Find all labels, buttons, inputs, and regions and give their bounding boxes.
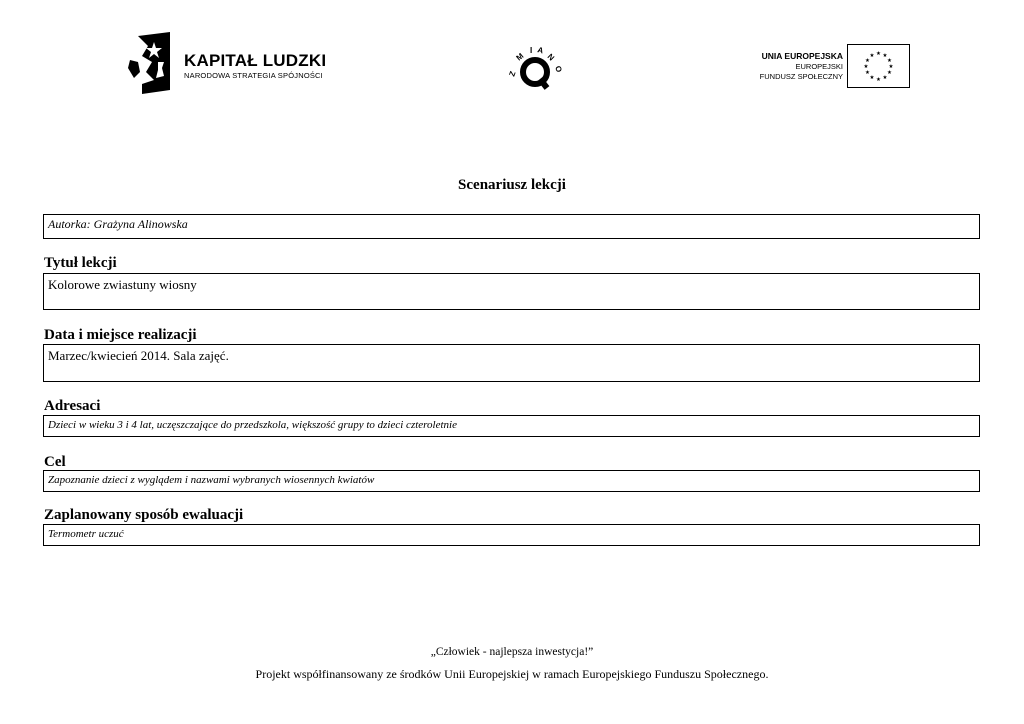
svg-text:O: O	[553, 64, 564, 74]
eu-logo-text	[760, 51, 843, 83]
eu-logo-line2: EUROPEJSKI	[795, 61, 843, 71]
date-place-value: Marzec/kwiecień 2014. Sala zajęć.	[48, 348, 229, 363]
footer-slogan: „Człowiek - najlepsza inwestycja!”	[430, 646, 594, 658]
svg-text:★: ★	[876, 77, 881, 83]
addressees-value: Dzieci w wieku 3 i 4 lat, uczęszczające do przedszkola, większość grupy to dzieci czteroletnie	[48, 419, 457, 431]
svg-text:★: ★	[869, 75, 875, 81]
zmiano-emblem-icon	[505, 43, 567, 93]
svg-text:N: N	[545, 52, 557, 63]
eu-logo-line3: FUNDUSZ SPOŁECZNY	[759, 72, 843, 81]
lesson-title-heading: Tytuł lekcji	[44, 255, 117, 271]
kapital-ludzki-subtitle: NARODOWA STRATEGIA SPÓJNOŚCI	[184, 71, 323, 80]
svg-text:★: ★	[882, 53, 888, 59]
kapital-ludzki-emblem-icon	[128, 32, 172, 94]
kapital-ludzki-title: KAPITAŁ LUDZKI	[184, 51, 327, 70]
svg-text:★: ★	[887, 58, 892, 64]
kapital-ludzki-logo	[128, 32, 328, 94]
date-place-box	[43, 344, 980, 382]
svg-text:★: ★	[888, 64, 894, 70]
goal-value: Zapoznanie dzieci z wyglądem i nazwami wybranych wiosennych kwiatów	[48, 474, 375, 486]
addressees-heading: Adresaci	[44, 398, 101, 414]
eu-logo-line1: UNIA EUROPEJSKA	[761, 51, 843, 61]
evaluation-box	[43, 524, 980, 546]
author-text: Autorka: Grażyna Alinowska	[48, 217, 188, 231]
document-title: Scenariusz lekcji	[458, 177, 566, 193]
svg-text:I: I	[530, 46, 533, 55]
zmiano-logo	[505, 43, 567, 93]
author-box	[43, 214, 980, 239]
date-place-heading: Data i miejsce realizacji	[44, 327, 197, 343]
addressees-box	[43, 415, 980, 437]
svg-text:★: ★	[865, 58, 870, 64]
lesson-title-box	[43, 273, 980, 310]
svg-text:★: ★	[887, 70, 892, 76]
eu-flag-icon	[847, 44, 910, 88]
svg-text:★: ★	[882, 75, 888, 81]
svg-text:M: M	[514, 51, 526, 63]
goal-box	[43, 470, 980, 492]
goal-heading: Cel	[44, 454, 66, 470]
lesson-title-value: Kolorowe zwiastuny wiosny	[48, 277, 197, 292]
footer-project-note: Projekt współfinansowany ze środków Unii Europejskiej w ramach Europejskiego Funduszu Społecznego.	[255, 667, 769, 681]
svg-text:★: ★	[865, 70, 870, 76]
svg-text:★: ★	[863, 64, 869, 70]
svg-text:★: ★	[876, 51, 881, 57]
evaluation-value: Termometr uczuć	[48, 528, 124, 540]
eu-social-fund-logo	[748, 43, 918, 91]
evaluation-heading: Zaplanowany sposób ewaluacji	[44, 507, 244, 523]
svg-text:A: A	[536, 45, 545, 56]
svg-text:★: ★	[869, 53, 875, 59]
svg-text:Z: Z	[507, 70, 518, 78]
